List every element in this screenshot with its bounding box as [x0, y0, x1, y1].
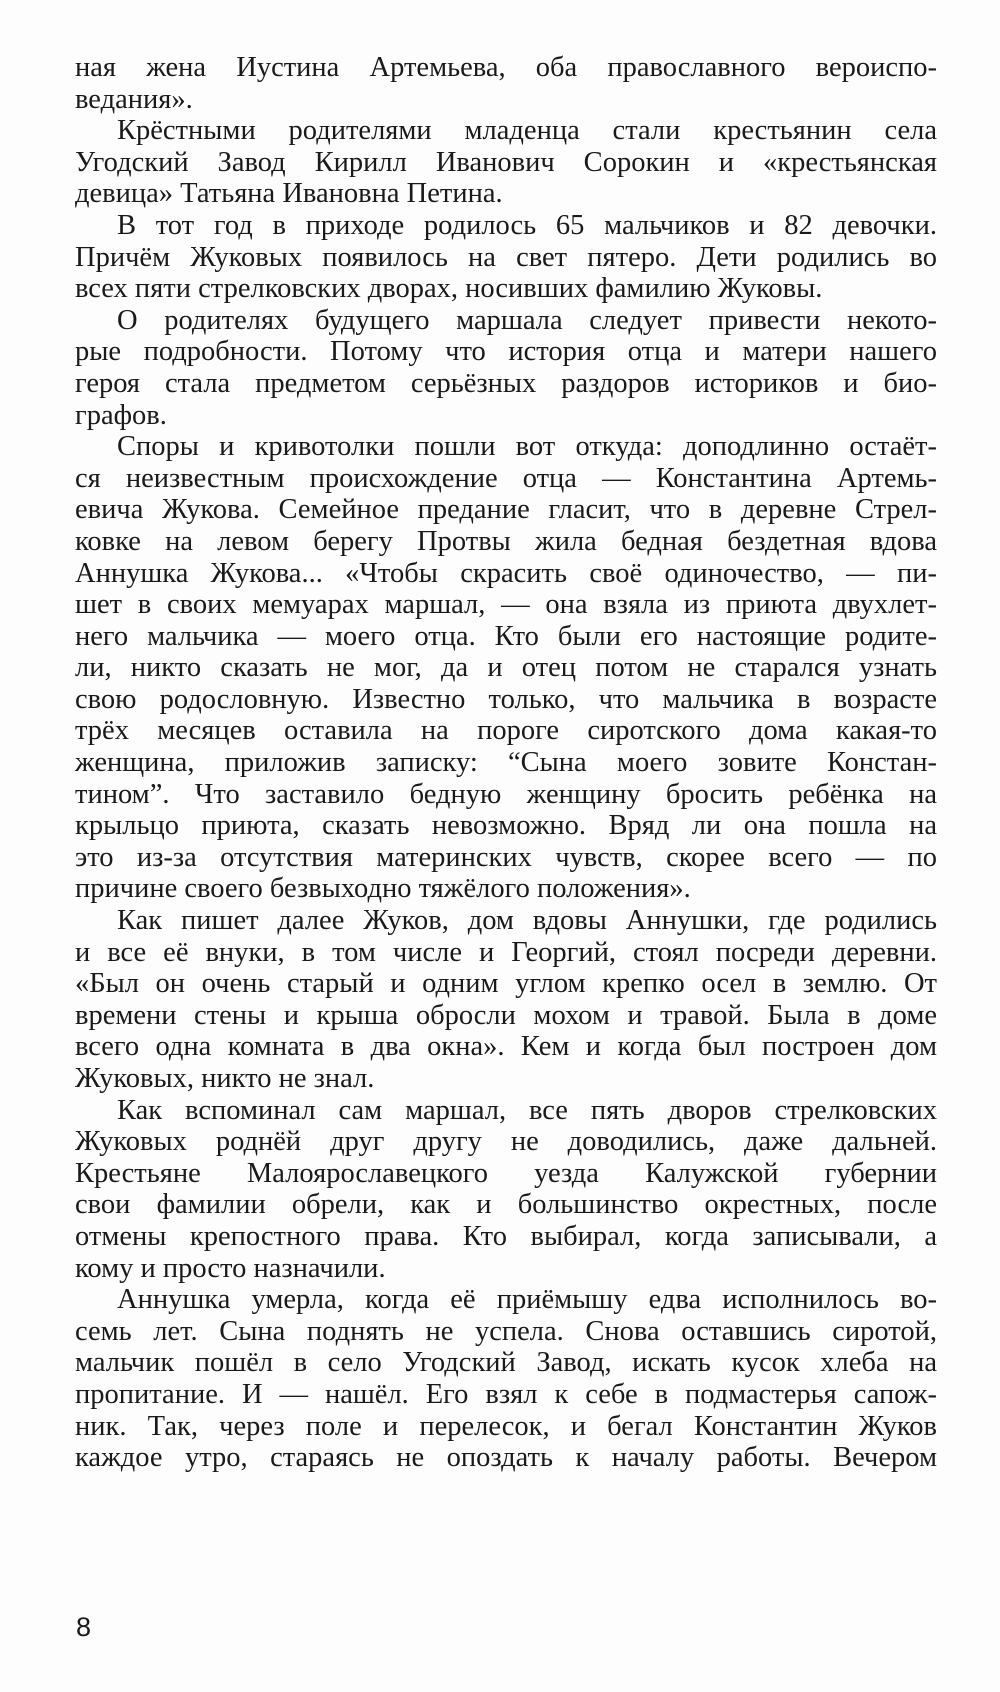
- text-line: евича Жукова. Семейное предание гласит, что в деревне Стрел-: [75, 494, 937, 526]
- text-line: ник. Так, через поле и перелесок, и бегал Константин Жуков: [75, 1410, 937, 1442]
- text-line: Аннушка умерла, когда её приёмышу едва исполнилось во-: [117, 1284, 937, 1316]
- text-line: времени стены и крыша обросли мохом и травой. Была в доме: [75, 999, 937, 1031]
- page-number: 8: [76, 1612, 92, 1642]
- text-line: ковке на левом берегу Протвы жила бедная бездетная вдова: [75, 525, 937, 557]
- paragraph: [75, 115, 937, 210]
- text-line: героя стала предметом серьёзных раздоров историков и био-: [75, 367, 937, 399]
- paragraph: [75, 1284, 937, 1474]
- text-line: О родителях будущего маршала следует привести некото-: [117, 304, 937, 336]
- text-line: причине своего безвыходно тяжёлого положения».: [75, 873, 691, 905]
- text-line: ведания».: [75, 83, 193, 115]
- text-line: Крестьяне Малоярославецкого уезда Калужской губернии: [75, 1157, 937, 1189]
- paragraph: [75, 305, 937, 431]
- text-line: рые подробности. Потому что история отца и матери нашего: [75, 336, 937, 368]
- text-line: и все её внуки, в том числе и Георгий, стоял посреди деревни.: [75, 936, 937, 968]
- text-line: крыльцо приюта, сказать невозможно. Вряд ли она пошла на: [75, 810, 937, 842]
- paragraph: [75, 905, 937, 1095]
- text-line: ся неизвестным происхождение отца — Константина Артемь-: [75, 462, 937, 494]
- text-line: Угодский Завод Кирилл Иванович Сорокин и «крестьянская: [75, 146, 937, 178]
- text-line: Крёстными родителями младенца стали крестьянин села: [117, 115, 937, 147]
- text-line: Аннушка Жукова... «Чтобы скрасить своё одиночество, — пи-: [75, 557, 937, 589]
- text-line: девица» Татьяна Ивановна Петина.: [75, 178, 503, 210]
- text-line: каждое утро, стараясь не опоздать к началу работы. Вечером: [75, 1442, 937, 1474]
- text-line: Как пишет далее Жуков, дом вдовы Аннушки, где родились: [117, 905, 937, 937]
- text-line: Причём Жуковых появилось на свет пятеро. Дети родились во: [75, 241, 937, 273]
- text-line: ная жена Иустина Артемьева, оба православного вероиспо-: [75, 52, 937, 83]
- text-line: шет в своих мемуарах маршал, — она взяла из приюта двухлет-: [75, 589, 937, 621]
- text-line: графов.: [75, 399, 167, 431]
- text-line: свои фамилии обрели, как и большинство окрестных, после: [75, 1189, 937, 1221]
- paragraph: [75, 1095, 937, 1285]
- text-line: трёх месяцев оставила на пороге сиротского дома какая-то: [75, 715, 937, 747]
- text-line: В тот год в приходе родилось 65 мальчиков и 82 девочки.: [117, 209, 937, 241]
- paragraph: [75, 52, 937, 115]
- text-line: Как вспоминал сам маршал, все пять дворов стрелковских: [117, 1094, 937, 1126]
- text-line: это из-за отсутствия материнских чувств, скорее всего — по: [75, 841, 937, 873]
- text-line: всего одна комната в два окна». Кем и когда был построен дом: [75, 1031, 937, 1063]
- text-line: Споры и кривотолки пошли вот откуда: доподлинно остаёт-: [117, 431, 937, 463]
- text-line: семь лет. Сына поднять не успела. Снова оставшись сиротой,: [75, 1315, 937, 1347]
- text-line: свою родословную. Известно только, что мальчика в возрасте: [75, 683, 937, 715]
- text-line: кому и просто назначили.: [75, 1252, 386, 1284]
- paragraph: [75, 431, 937, 905]
- text-line: женщина, приложив записку: “Сына моего зовите Констан-: [75, 747, 937, 779]
- paragraph: [75, 210, 937, 305]
- text-line: отмены крепостного права. Кто выбирал, когда записывали, а: [75, 1220, 937, 1252]
- text-line: всех пяти стрелковских дворах, носивших фамилию Жуковы.: [75, 273, 823, 305]
- text-line: пропитание. И — нашёл. Его взял к себе в подмастерья сапож-: [75, 1378, 937, 1410]
- text-line: тином”. Что заставило бедную женщину бросить ребёнка на: [75, 778, 937, 810]
- text-line: мальчик пошёл в село Угодский Завод, искать кусок хлеба на: [75, 1347, 937, 1379]
- body-text: [75, 52, 937, 1474]
- text-line: «Был он очень старый и одним углом крепко осел в землю. От: [75, 968, 937, 1000]
- text-line: Жуковых роднёй друг другу не доводились, даже дальней.: [75, 1126, 937, 1158]
- text-line: него мальчика — моего отца. Кто были его настоящие родите-: [75, 620, 937, 652]
- text-line: ли, никто сказать не мог, да и отец потом не старался узнать: [75, 652, 937, 684]
- text-line: Жуковых, никто не знал.: [75, 1063, 375, 1094]
